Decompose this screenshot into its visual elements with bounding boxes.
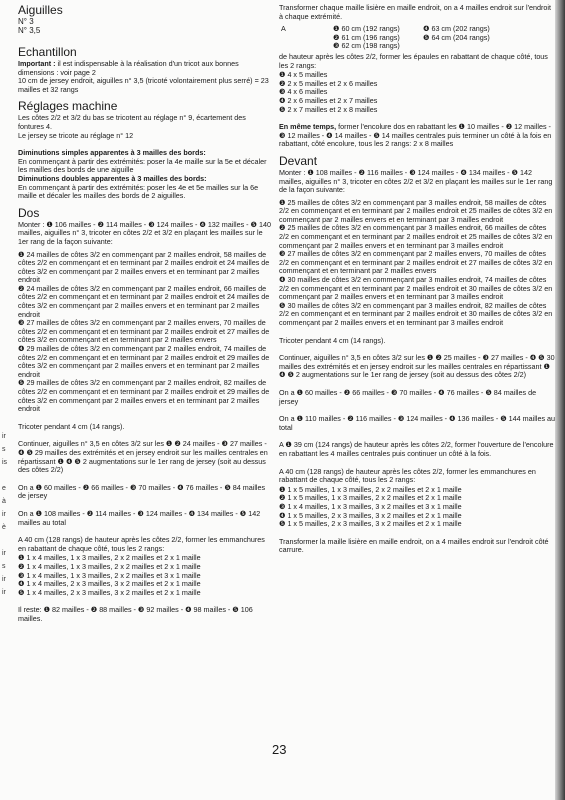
a-sizes [279,25,556,51]
echantillon-important: Important : [18,59,56,68]
devant-size-3: ❸ 27 mailles de côtes 3/2 en commençant par 2 mailles envers, 70 mailles de côtes 2/2 en commençant et en terminant par 2 mailles endroit et 27 mailles de côtes 3/2 en commençant et en terminant par 2 mailles envers [279,249,553,276]
echantillon-body-2: 10 cm de jersey endroit, aiguilles n° 3,5 (tricoté volontairement plus serré) = 23 mailles et 32 rangs [18,76,269,94]
devant-continuer: Continuer, aiguilles n° 3,5 en côtes 3/2 sur les ❶ ❷ 25 mailles - ❸ 27 mailles - ❹ ❺ 30 mailles des extrémités et en jersey endroit sur les mailles centrales en répartissant ❶ ❹ ❺ 2 augmentations sur le 1er rang de jersey (soit au dessus des côtes 2/2) [279,353,555,380]
meme-temps-body: former l'encolure dos en rabattant les ❶ 10 mailles - ❷ 12 mailles - ❸ 12 mailles - ❹ 14 mailles - ❺ 14 mailles centrales puis terminer un côté à la fois en rabattant, côté encolure, tous les 2 rangs: 2 x 8 mailles [279,122,552,149]
devant-title: Devant [279,153,318,168]
a-size-2: ❷ 61 cm (196 rangs) [333,32,400,42]
devant-a39: A ❶ 39 cm (124 rangs) de hauteur après les côtes 2/2, former l'ouverture de l'encolure en rabattant les 4 mailles centrales puis continuer un côté à la fois. [279,440,554,458]
dos-emman-3: ❸ 1 x 4 mailles, 1 x 3 mailles, 2 x 2 mailles et 3 x 1 maille [18,570,201,580]
margin-fragment: ir [2,576,6,583]
devant-ona-1: On a ❶ 60 mailles - ❷ 66 mailles - ❸ 70 mailles - ❹ 76 mailles - ❺ 84 mailles de jersey [279,387,537,406]
dos-size-1: ❶ 24 mailles de côtes 3/2 en commençant par 2 mailles endroit, 58 mailles de côtes 2/2 en commençant et en terminant par 2 mailles endroit et 24 mailles de côtes 3/2 en commençant par 2 mailles envers et en terminant par 2 mailles endroit [18,249,270,285]
epaules-4: ❹ 2 x 6 mailles et 2 x 7 mailles [279,95,378,105]
dos-emman-4: ❹ 1 x 4 mailles, 2 x 3 mailles, 3 x 2 mailles et 2 x 1 maille [18,579,201,589]
left-column [18,4,271,627]
reglages-body: Les côtes 2/2 et 3/2 du bas se tricotent au réglage n° 9, écartement des fontures 4. [18,113,246,131]
meme-temps [279,123,556,149]
dos-size-3: ❸ 27 mailles de côtes 3/2 en commençant par 2 mailles envers, 70 mailles de côtes 2/2 en commençant et en terminant par 2 mailles endroit et 27 mailles de côtes 3/2 en commençant et en terminant par 2 mailles envers [18,318,270,345]
aiguilles-title: Aiguilles [18,3,63,17]
devant-transformer: Transformer la maille lisière en maille endroit, on a 4 mailles endroit sur l'endroit côté carrure. [279,536,549,555]
dos-tricoter: Tricoter pendant 4 cm (14 rangs). [18,421,125,431]
right-column [279,4,556,559]
margin-fragment: ir [2,589,6,596]
dim-double-title: Diminutions doubles apparentes à 3 mailles des bords: [18,173,207,183]
a-sizes-col-1 [333,25,423,51]
devant-montage: Monter : ❶ 108 mailles - ❷ 116 mailles - ❸ 124 mailles - ❹ 134 mailles - ❺ 142 mailles, aiguilles n° 3, tricoter en côtes 2/2 et 3/2 en plaçant les mailles sur le 1er rang de la façon suivante: [279,167,553,195]
devant-size-5: ❺ 30 mailles de côtes 3/2 en commençant par 3 mailles endroit, 82 mailles de côtes 2/2 en commençant et en terminant par 2 mailles endroit et 30 mailles de côtes 3/2 en commençant par 2 mailles envers et en terminant par 3 mailles endroit [279,300,553,327]
margin-fragment: s [2,446,6,453]
left-margin-fragments [2,430,10,599]
epaules-2: ❷ 2 x 5 mailles et 2 x 6 mailles [279,78,378,88]
dos-montage: Monter : ❶ 106 mailles - ❷ 114 mailles - ❸ 124 mailles - ❹ 132 mailles - ❺ 140 mailles, aiguilles n° 3, tricoter en côtes 2/2 et 3/2 en plaçant les mailles sur le 1er rang de la façon suivante: [18,219,271,246]
devant-ona-2: On a ❶ 110 mailles - ❷ 116 mailles - ❸ 124 mailles - ❹ 136 mailles - ❺ 144 mailles au total [279,414,556,432]
margin-fragment: is [2,459,8,466]
dim-double-text: En commençant à partir des extrémités: poser les 4e et 5e mailles sur la 6e maille et décaler les mailles des bords de 2 aiguilles. [18,182,259,201]
devant-emman-5: ❺ 1 x 5 mailles, 2 x 3 mailles, 3 x 2 mailles et 2 x 1 maille [279,519,462,529]
devant-size-4: ❹ 30 mailles de côtes 3/2 en commençant par 3 mailles endroit, 74 mailles de côtes 2/2 en commençant et en terminant par 2 mailles endroit et 30 mailles de côtes 3/2 en commençant par 2 mailles envers et en terminant par 3 mailles endroit [279,275,553,302]
devant-size-2: ❷ 25 mailles de côtes 3/2 en commençant par 3 mailles endroit, 66 mailles de côtes 2/2 en commençant et en terminant par 2 mailles endroit et 25 mailles de côtes 3/2 en commençant par 2 mailles envers et en terminant par 3 mailles endroit [279,223,553,250]
reglages-text [18,114,271,140]
aiguilles-line-2: N° 3,5 [18,26,41,35]
a-size-5: ❺ 64 cm (204 rangs) [423,32,490,42]
devant-emmanchures: A 40 cm (128 rangs) de hauteur après les côtes 2/2, former les emmanchures en rabattant de chaque côté, tous les 2 rangs: [279,466,536,485]
echantillon-title: Echantillon [18,45,77,59]
echantillon-body: il est indispensable à la réalisation d'un tricot aux bonnes dimensions : voir page 2 [18,59,239,77]
margin-fragment: s [2,563,6,570]
dos-continuer: Continuer, aiguilles n° 3,5 en côtes 3/2 sur les ❶ ❷ 24 mailles - ❸ 27 mailles - ❹ ❺ 29 mailles des extrémités et en jersey endroit sur les mailles centrales en répartissant ❶ ❹ ❺ 2 augmentations sur le 1er rang de jersey (soit au dessus des côtes 2/2) [18,439,268,475]
epaules-3: ❸ 4 x 6 mailles [279,87,328,97]
a-size-1: ❶ 60 cm (192 rangs) [333,24,400,34]
a-size-4: ❹ 63 cm (202 rangs) [423,24,490,34]
dos-emmanchures-list [18,554,271,597]
reglages-body-2: Le jersey se tricote au réglage n° 12 [18,130,134,140]
dos-ona-2: On a ❶ 108 mailles - ❷ 114 mailles - ❸ 124 mailles - ❹ 134 mailles - ❺ 142 mailles au total [18,508,261,527]
dos-title: Dos [18,205,40,220]
devant-sizes [279,199,556,328]
a-size-3: ❸ 62 cm (198 rangs) [333,41,400,51]
devant-emman-4: ❹ 1 x 5 mailles, 2 x 3 mailles, 3 x 2 mailles et 2 x 1 maille [279,510,462,520]
diminutions-block [18,149,271,201]
devant-emman-1: ❶ 1 x 5 mailles, 1 x 3 mailles, 2 x 2 mailles et 2 x 1 maille [279,484,462,494]
dim-simple-text: En commençant à partir des extrémités: poser la 4e maille sur la 5e et décaler les mailles des bords de une aiguille [18,156,267,175]
devant-emman-2: ❷ 1 x 5 mailles, 1 x 3 mailles, 2 x 2 mailles et 2 x 1 maille [279,493,462,503]
devant-size-1: ❶ 25 mailles de côtes 3/2 en commençant par 3 mailles endroit, 58 mailles de côtes 2/2 en commençant et en terminant par 2 mailles endroit et 25 mailles de côtes 3/2 en commençant par 2 mailles envers et en terminant par 3 mailles endroit [279,197,553,224]
margin-fragment: à [2,498,6,505]
transformer-top: Transformer chaque maille lisière en maille endroit, on a 4 mailles endroit sur l'endroit à chaque extrémité. [279,3,551,21]
dos-size-5: ❺ 29 mailles de côtes 3/2 en commençant par 2 mailles endroit, 82 mailles de côtes 2/2 en commençant et en terminant par 2 mailles endroit et 29 mailles de côtes 3/2 en commençant par 2 mailles envers et en terminant par 2 mailles endroit [18,378,270,414]
margin-fragment: ir [2,511,6,518]
margin-fragment: ir [2,550,6,557]
meme-temps-bold: En même temps, [279,122,337,132]
page-number: 23 [272,742,287,757]
margin-fragment: e [2,485,6,492]
dos-emman-5: ❺ 1 x 4 mailles, 2 x 3 mailles, 3 x 2 mailles et 2 x 1 maille [18,587,201,597]
dos-emmanchures: A 40 cm (128 rangs) de hauteur après les côtes 2/2, former les emmanchures en rabattant de chaque côté, tous les 2 rangs: [18,535,265,553]
epaules-5: ❺ 2 x 7 mailles et 2 x 8 mailles [279,104,378,114]
devant-emmanchures-list [279,486,556,529]
aiguilles-line-1: N° 3 [18,17,34,26]
margin-fragment: è [2,524,6,531]
epaules-text: de hauteur après les côtes 2/2, former les épaules en rabattant de chaque côté, tous les 2 rangs: [279,51,548,70]
page-edge-shadow [555,0,565,800]
reglages-title: Réglages machine [18,99,118,114]
dos-reste: Il reste: ❶ 82 mailles - ❷ 88 mailles - ❸ 92 mailles - ❹ 98 mailles - ❺ 106 mailles. [18,605,253,623]
epaules-list [279,71,556,114]
dos-size-2: ❷ 24 mailles de côtes 3/2 en commençant par 2 mailles endroit, 66 mailles de côtes 2/2 en commençant et en terminant par 2 mailles endroit et 24 mailles de côtes 3/2 en commençant par 2 mailles envers et en terminant par 2 mailles endroit [18,283,270,319]
dim-simple-title: Diminutions simples apparentes à 3 mailles des bords: [18,148,206,158]
a-label: A [281,24,286,34]
dos-sizes [18,251,271,414]
devant-tricoter: Tricoter pendant 4 cm (14 rangs). [279,335,386,345]
margin-fragment: ir [2,433,6,440]
a-sizes-col-2 [423,25,490,51]
dos-size-4: ❹ 29 mailles de côtes 3/2 en commençant par 2 mailles endroit, 74 mailles de côtes 2/2 en commençant et en terminant par 2 mailles endroit et 29 mailles de côtes 3/2 en commençant par 2 mailles envers et en terminant par 2 mailles endroit [18,344,270,379]
dos-ona-1: On a ❶ 60 mailles - ❷ 66 mailles - ❸ 70 mailles - ❹ 76 mailles - ❺ 84 mailles de jersey [18,482,266,501]
dos-emman-2: ❷ 1 x 4 mailles, 1 x 3 mailles, 2 x 2 mailles et 2 x 1 maille [18,561,201,571]
dos-emman-1: ❶ 1 x 4 mailles, 1 x 3 mailles, 2 x 2 mailles et 2 x 1 maille [18,553,201,563]
echantillon-text [18,60,271,94]
devant-emman-3: ❸ 1 x 4 mailles, 1 x 3 mailles, 3 x 2 mailles et 3 x 1 maille [279,501,462,511]
epaules-1: ❶ 4 x 5 mailles [279,70,328,80]
